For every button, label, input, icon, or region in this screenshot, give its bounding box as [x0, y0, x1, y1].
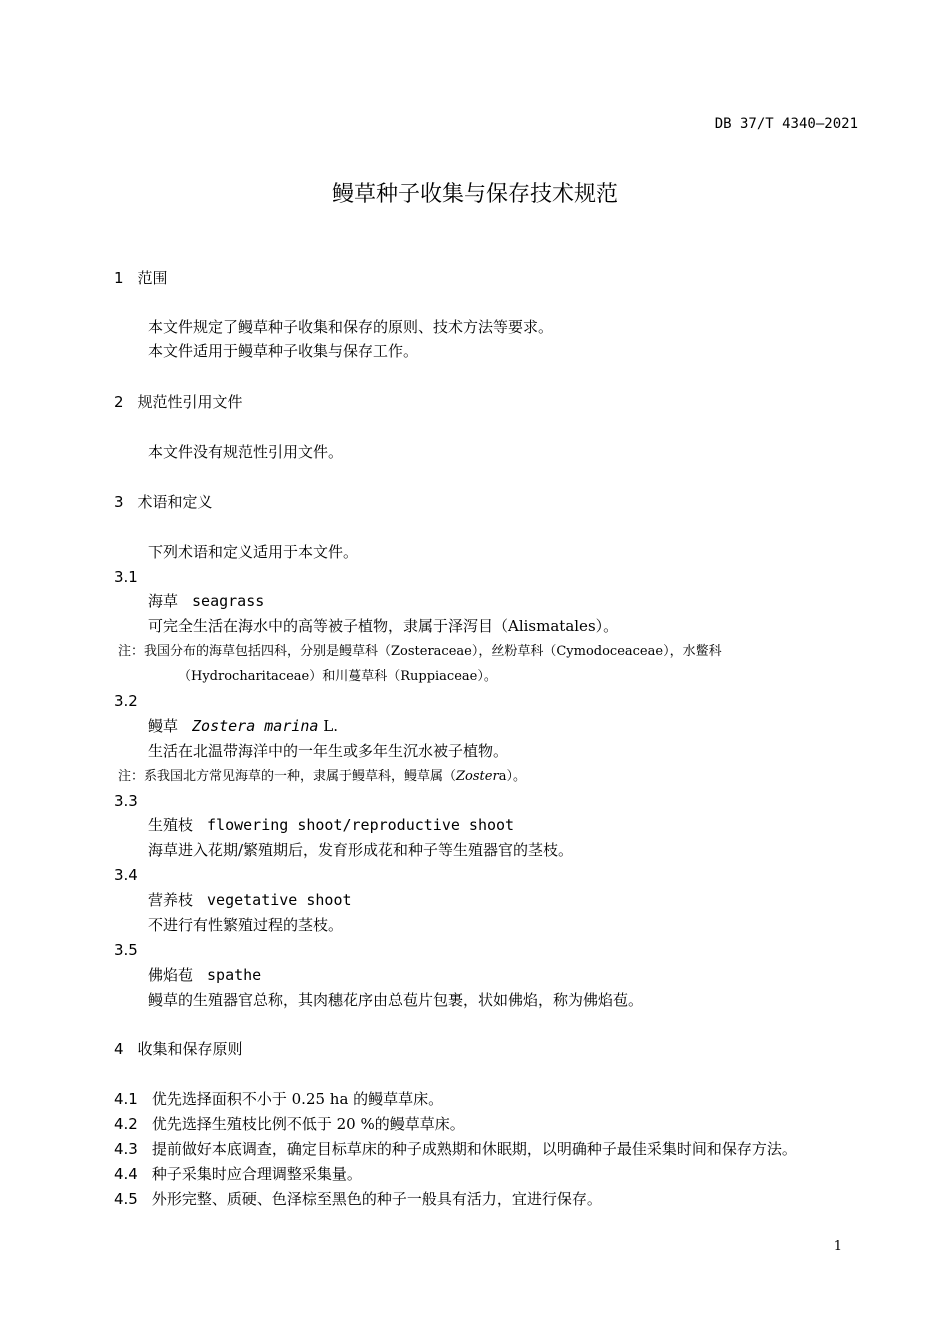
paragraph: 本文件适用于鳗草种子收集与保存工作。	[148, 342, 419, 360]
page-number: 1	[833, 1239, 842, 1254]
section-3-heading: 3 术语和定义	[114, 493, 213, 511]
term-definition: 不进行有性繁殖过程的茎枝。	[148, 916, 344, 934]
term-note: 注：我国分布的海草包括四科，分别是鳗草科（Zosteraceae），丝粉草科（Cymodoceaceae），水鳖科	[118, 644, 722, 659]
section-4-heading: 4 收集和保存原则	[114, 1040, 243, 1058]
paragraph: 下列术语和定义适用于本文件。	[148, 543, 359, 561]
term-number: 3.4	[114, 866, 138, 884]
term-heading: 营养枝 vegetative shoot	[148, 891, 352, 909]
section-1-heading: 1 范围	[114, 269, 168, 287]
term-number: 3.3	[114, 792, 138, 810]
term-number: 3.1	[114, 568, 138, 586]
term-note: 注：系我国北方常见海草的一种，隶属于鳗草科，鳗草属（Zostera）。	[118, 769, 526, 784]
term-definition: 可完全生活在海水中的高等被子植物，隶属于泽泻目（Alismatales）。	[148, 617, 619, 635]
term-heading: 生殖枝 flowering shoot/reproductive shoot	[148, 816, 515, 834]
term-definition: 生活在北温带海洋中的一年生或多年生沉水被子植物。	[148, 742, 509, 760]
term-definition: 鳗草的生殖器官总称，其肉穗花序由总苞片包裹，状如佛焰，称为佛焰苞。	[148, 991, 644, 1009]
principle-item: 4.3 提前做好本底调查，确定目标草床的种子成熟期和休眠期，以明确种子最佳采集时间和保存方法。	[114, 1140, 797, 1158]
term-heading: 海草 seagrass	[148, 592, 265, 610]
paragraph: 本文件没有规范性引用文件。	[148, 443, 344, 461]
term-number: 3.2	[114, 692, 138, 710]
term-definition: 海草进入花期/繁殖期后，发育形成花和种子等生殖器官的茎枝。	[148, 841, 574, 859]
principle-item: 4.2 优先选择生殖枝比例不低于 20 %的鳗草草床。	[114, 1115, 465, 1133]
principle-item: 4.5 外形完整、质硬、色泽棕至黑色的种子一般具有活力，宜进行保存。	[114, 1190, 602, 1208]
principle-item: 4.1 优先选择面积不小于 0.25 ha 的鳗草草床。	[114, 1090, 444, 1108]
standard-code: DB 37/T 4340—2021	[714, 116, 858, 132]
paragraph: 本文件规定了鳗草种子收集和保存的原则、技术方法等要求。	[148, 318, 554, 336]
term-number: 3.5	[114, 941, 138, 959]
term-heading: 佛焰苞 spathe	[148, 966, 262, 984]
document-title: 鳗草种子收集与保存技术规范	[331, 182, 618, 207]
principle-item: 4.4 种子采集时应合理调整采集量。	[114, 1165, 362, 1183]
term-heading: 鳗草 Zostera marina L.	[148, 717, 338, 735]
term-note: （Hydrocharitaceae）和川蔓草科（Ruppiaceae）。	[178, 669, 497, 684]
section-2-heading: 2 规范性引用文件	[114, 393, 243, 411]
